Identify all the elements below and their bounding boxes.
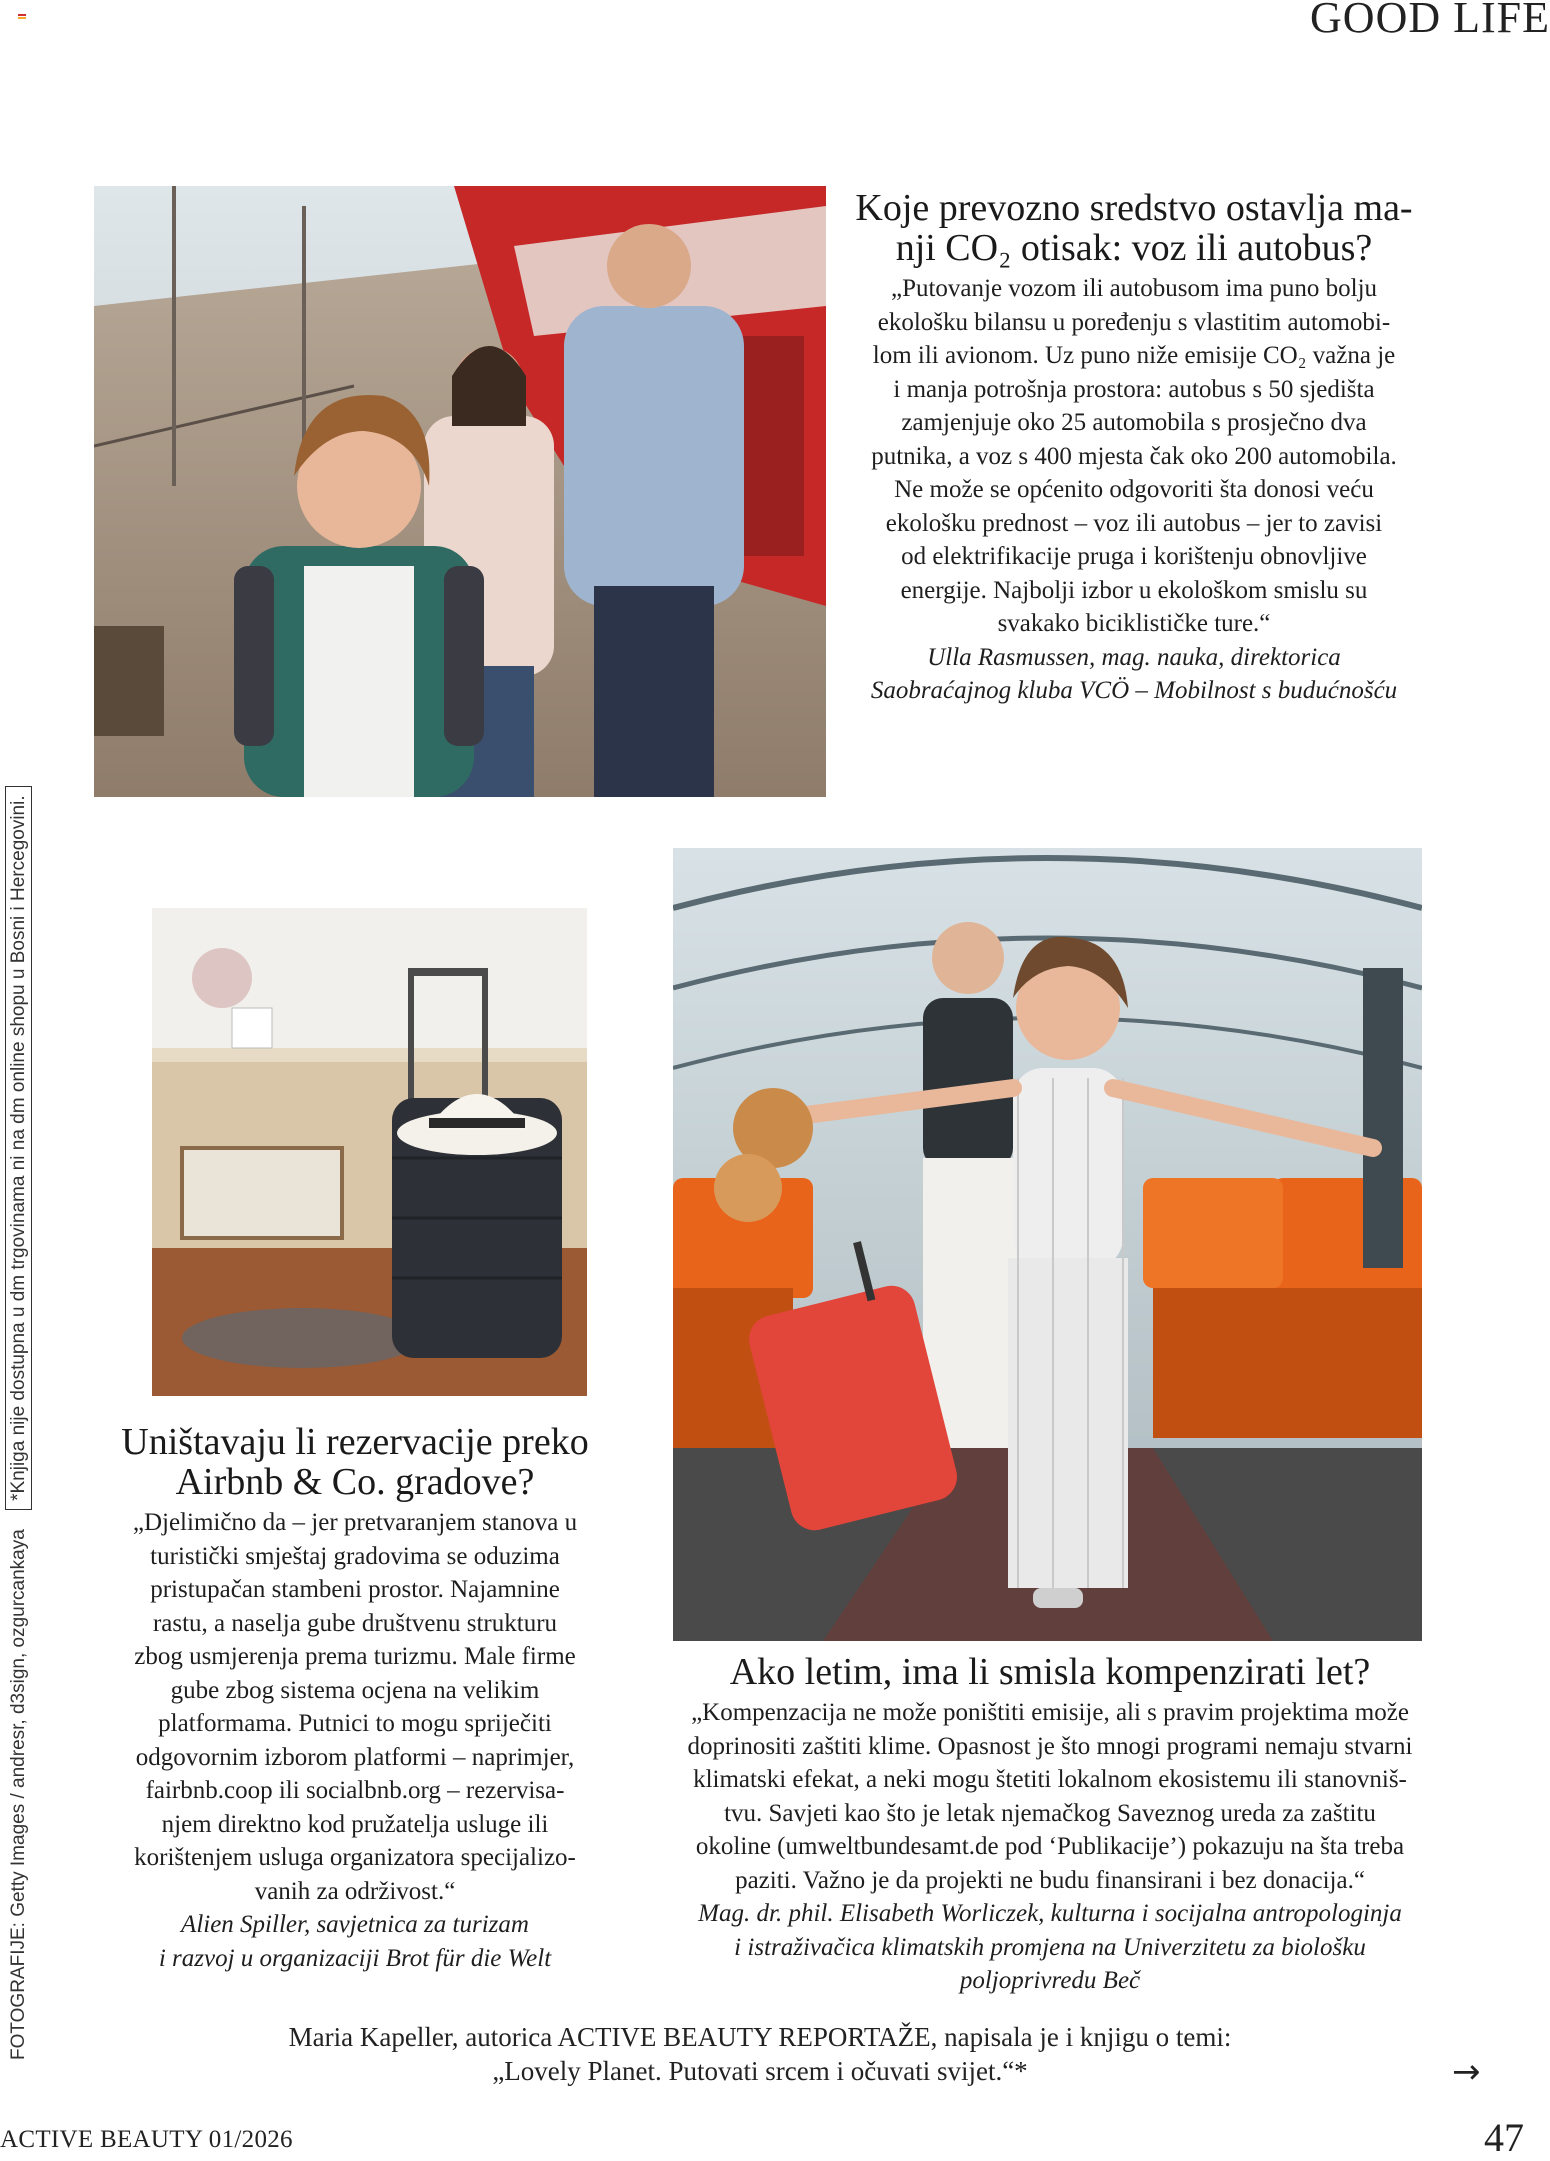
article-author: Ulla Rasmussen, mag. nauka, direktorica [927, 643, 1341, 671]
side-credit [4, 700, 34, 2060]
article-flight-compensation [620, 1652, 1480, 1998]
photo-credit: FOTOGRAFIJE: Getty Images / andresr, d3sign, ozgurcankaya [8, 1529, 29, 2060]
article-author: Alien Spiller, savjetnica za turizam [181, 1911, 529, 1938]
article-author: Saobraćajnog kluba VCÖ – Mobilnost s budućnošću [870, 677, 1398, 704]
article-question: Koje prevozno sredstvo ostavlja ma- nji CO₂ otisak: voz ili autobus? [855, 187, 1413, 269]
article-author: Mag. dr. phil. Elisabeth Worliczek, kulturna i socijalna antropologinja [698, 1900, 1402, 1927]
corner-color-mark [18, 14, 26, 22]
suitcase-room-photo [152, 908, 587, 1396]
article-author: poljoprivredu Beč [959, 1967, 1141, 1994]
magazine-issue: ACTIVE BEAUTY 01/2026 [0, 2126, 293, 2153]
availability-note: *Knjiga nije dostupna u dm trgovinama ni na dm online shopu u Bosni i Hercegovini. [5, 786, 32, 1510]
family-train-station-photo [94, 186, 826, 797]
page-number: 47 [1484, 2115, 1524, 2160]
girl-airport-photo [673, 848, 1422, 1641]
article-airbnb [90, 1422, 620, 1975]
article-answer: „Djelimično da – jer pretvaranjem stanova u turistički smještaj gradovima se oduzima pristupačan stambeni prostor. Najamnine rastu, a naselja gube društvenu strukturu zbog usmjerenja prema turizmu. Male firme gube zbog sistema ocjena na velikim platformama. Putnici to mogu spriječiti odgovornim izborom platformi – naprimjer, fairbnb.coop ili socialbnb.org – rezervisa- njem direktno kod pružatelja usluge ili korištenjem usluga organizatora specijalizo- vanih za održivost.“ Alien Spiller, savjetnica za turizam i razvoj u organizaciji Brot für die Welt [132, 1509, 578, 1972]
author-bio: Maria Kapeller, autorica ACTIVE BEAUTY REPORTAŽE, napisala je i knjigu o temi: „Lovely Planet. Putovati srcem i očuvati svijet.“* [288, 2022, 1232, 2086]
article-author: i razvoj u organizaciji Brot für die Welt [158, 1944, 552, 1972]
article-question: Ako letim, ima li smisla kompenzirati let? [729, 1651, 1371, 1693]
article-author: i istraživačica klimatskih promjena na Univerzitetu za biološku [734, 1933, 1366, 1961]
article-question: Uništavaju li rezervacije preko Airbnb & Co. gradove? [121, 1421, 589, 1503]
article-train-vs-bus [832, 188, 1436, 708]
article-answer: „Putovanje vozom ili autobusom ima puno bolju ekološku bilansu u poređenju s vlastitim automobi- lom ili avionom. Uz puno niže emisije CO₂ važna je i manja potrošnja prostora: autobus s 50 sjedišta zamjenjuje oko 25 automobila s prosječno dva putnika, a voz s 400 mjesta čak oko 200 automobila. Ne može se općenito odgovoriti šta donosi veću ekološku prednost – voz ili autobus – jer to zavisi od elektrifikacije pruga i korištenju obnovljive energije. Najbolji izbor u ekološkom smislu su svakako biciklističke ture.“ Ulla Rasmussen, mag. nauka, direktorica Saobraćajnog kluba VCÖ – Mobilnost s budućnošću [870, 275, 1398, 704]
section-title: GOOD LIFE [1310, 0, 1550, 42]
article-answer: „Kompenzacija ne može poništiti emisije, ali s pravim projektima može doprinositi zaštiti klime. Opasnost je što mnogi programi nemaju stvarni klimatski efekat, a neki mogu štetiti lokalnom ekosistemu ili stanovniš- tvu. Savjeti kao što je letak njemačkog Saveznog ureda za zaštitu okoline (umweltbundesamt.de pod ‘Publikacije’) pokazuju na šta treba paziti. Važno je da projekti ne budu finansirani i bez donacija.“ Mag. dr. phil. Elisabeth Worliczek, kulturna i socijalna antropologinja i istraživačica klimatskih promjena na Univerzitetu za biološku poljoprivredu Beč [687, 1699, 1413, 1994]
arrow-right-icon: → [1452, 2052, 1481, 2092]
